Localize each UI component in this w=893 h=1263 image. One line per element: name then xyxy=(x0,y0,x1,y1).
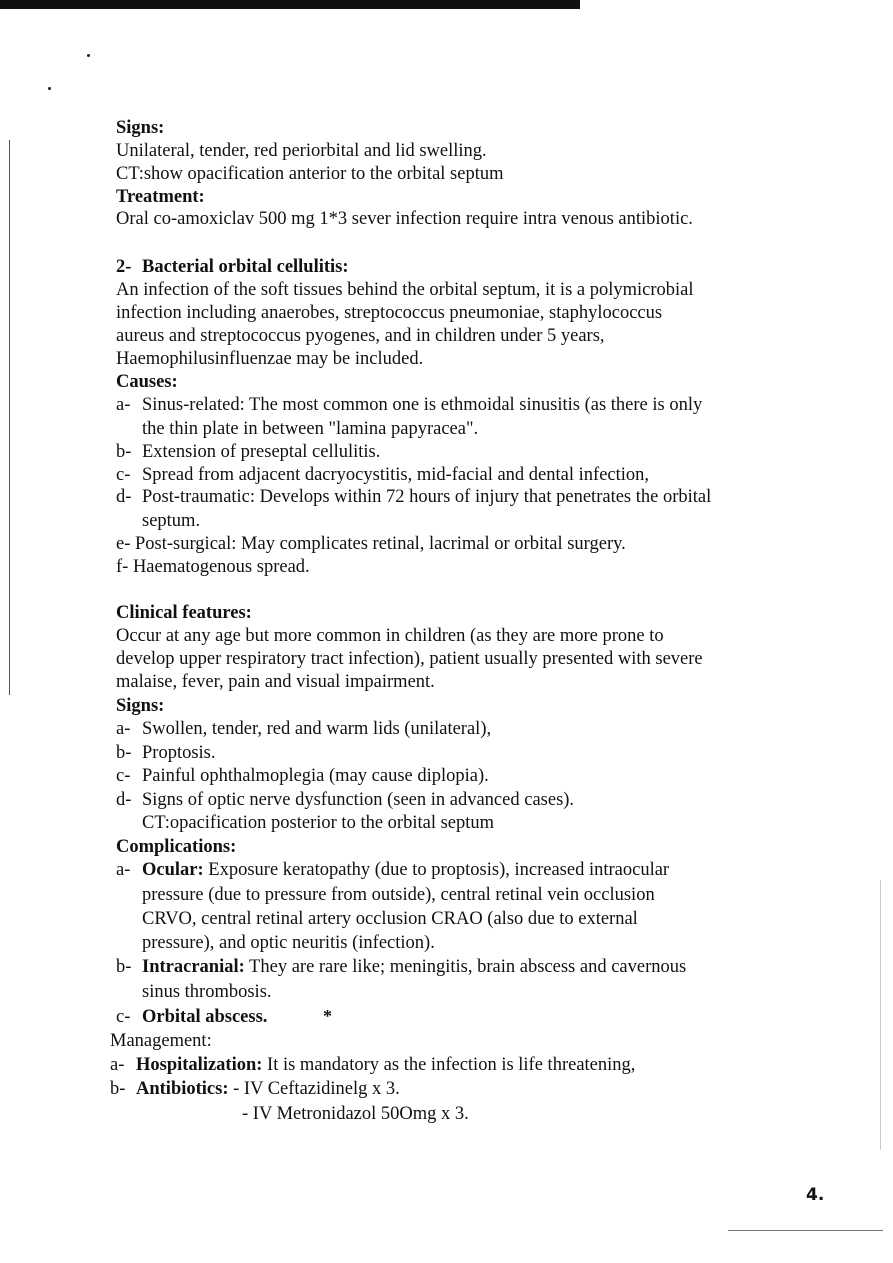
list-text: Painful ophthalmoplegia (may cause diplopia). xyxy=(142,766,489,786)
complications-item-b-cont: sinus thrombosis. xyxy=(142,982,272,1002)
signs-line: Unilateral, tender, red periorbital and lid swelling. xyxy=(116,141,487,161)
signs-heading: Signs: xyxy=(116,118,165,138)
list-text: - IV Ceftazidinelg x 3. xyxy=(228,1079,400,1099)
complications-heading: Complications: xyxy=(116,837,237,857)
clinical-line: malaise, fever, pain and visual impairment. xyxy=(116,672,435,692)
page-number: 4. xyxy=(806,1185,825,1205)
scan-right-margin-line xyxy=(880,880,881,1150)
list-text: Proptosis. xyxy=(142,743,216,763)
list-bold-term: Ocular: xyxy=(142,860,204,880)
signs-line: CT:show opacification anterior to the orbital septum xyxy=(116,164,504,184)
complications-item-a-cont: CRVO, central retinal artery occlusion CRAO (also due to external xyxy=(142,909,638,929)
list-text: Signs of optic nerve dysfunction (seen in advanced cases). xyxy=(142,790,575,810)
list-label: d- xyxy=(116,790,132,810)
list-label: a- xyxy=(110,1055,125,1075)
signs-item-c xyxy=(116,767,489,786)
complications-item-c xyxy=(116,1008,267,1027)
list-text: Swollen, tender, red and warm lids (unilateral), xyxy=(142,719,492,739)
list-label: a- xyxy=(116,719,131,739)
causes-item-b xyxy=(116,443,380,462)
list-bold-term: Antibiotics: xyxy=(136,1079,229,1099)
clinical-heading: Clinical features: xyxy=(116,603,252,623)
section-desc-line: aureus and streptococcus pyogenes, and in children under 5 years, xyxy=(116,326,605,346)
list-text: Sinus-related: The most common one is ethmoidal sinusitis (as there is only xyxy=(142,395,703,415)
causes-heading: Causes: xyxy=(116,372,178,392)
section-number: 2- xyxy=(116,257,132,277)
scan-speck xyxy=(87,54,90,57)
list-label: a- xyxy=(116,395,131,415)
scan-top-edge xyxy=(0,0,580,9)
clinical-line: Occur at any age but more common in children (as they are more prone to xyxy=(116,626,664,646)
list-label: b- xyxy=(110,1079,126,1099)
signs2-heading: Signs: xyxy=(116,696,165,716)
section-desc-line: infection including anaerobes, streptococcus pneumoniae, staphylococcus xyxy=(116,303,663,323)
signs-item-a xyxy=(116,720,491,739)
signs-ct-line: CT:opacification posterior to the orbital septum xyxy=(142,813,495,833)
list-label: d- xyxy=(116,487,132,507)
asterisk-mark: * xyxy=(323,1006,332,1026)
causes-item-a-cont: the thin plate in between "lamina papyracea". xyxy=(142,419,479,439)
list-text: Extension of preseptal cellulitis. xyxy=(142,442,381,462)
list-label: b- xyxy=(116,957,132,977)
section-title xyxy=(116,258,349,277)
list-bold-term: Hospitalization: xyxy=(136,1055,263,1075)
complications-item-a xyxy=(116,861,669,880)
list-label: a- xyxy=(116,860,131,880)
complications-item-b xyxy=(116,958,686,977)
list-label: b- xyxy=(116,442,132,462)
scan-speck xyxy=(48,87,51,90)
list-text: Spread from adjacent dacryocystitis, mid-facial and dental infection, xyxy=(142,465,650,485)
complications-item-a-cont: pressure (due to pressure from outside), central retinal vein occlusion xyxy=(142,885,655,905)
treatment-heading: Treatment: xyxy=(116,187,205,207)
list-bold-term: Orbital abscess. xyxy=(142,1007,268,1027)
signs-item-d xyxy=(116,791,574,810)
causes-item-c xyxy=(116,466,649,485)
scan-left-margin-line xyxy=(9,140,10,695)
list-label: c- xyxy=(116,1007,131,1027)
management-item-b xyxy=(110,1080,400,1099)
causes-item-e: e- Post-surgical: May complicates retinal, lacrimal or orbital surgery. xyxy=(116,534,626,554)
clinical-line: develop upper respiratory tract infection), patient usually presented with severe xyxy=(116,649,703,669)
bottom-rule xyxy=(728,1230,883,1231)
management-item-a xyxy=(110,1056,635,1075)
management-item-b-cont: - IV Metronidazol 50Omg x 3. xyxy=(242,1104,469,1124)
list-label: c- xyxy=(116,465,131,485)
causes-item-d-cont: septum. xyxy=(142,511,201,531)
list-text: Post-traumatic: Develops within 72 hours of injury that penetrates the orbital xyxy=(142,487,712,507)
section-desc-line: Haemophilusinfluenzae may be included. xyxy=(116,349,424,369)
management-heading: Management: xyxy=(110,1031,212,1051)
causes-item-d xyxy=(116,488,711,507)
list-label: b- xyxy=(116,743,132,763)
list-text: Exposure keratopathy (due to proptosis), increased intraocular xyxy=(203,860,670,880)
section-desc-line: An infection of the soft tissues behind the orbital septum, it is a polymicrobial xyxy=(116,280,694,300)
signs-item-b xyxy=(116,744,216,763)
list-label: c- xyxy=(116,766,131,786)
causes-item-f: f- Haematogenous spread. xyxy=(116,557,310,577)
section-title-text: Bacterial orbital cellulitis: xyxy=(142,257,349,277)
treatment-line: Oral co-amoxiclav 500 mg 1*3 sever infection require intra venous antibiotic. xyxy=(116,209,693,229)
list-text: They are rare like; meningitis, brain abscess and cavernous xyxy=(244,957,687,977)
list-bold-term: Intracranial: xyxy=(142,957,245,977)
causes-item-a xyxy=(116,396,702,415)
list-text: It is mandatory as the infection is life threatening, xyxy=(262,1055,636,1075)
complications-item-a-cont: pressure), and optic neuritis (infection). xyxy=(142,933,435,953)
